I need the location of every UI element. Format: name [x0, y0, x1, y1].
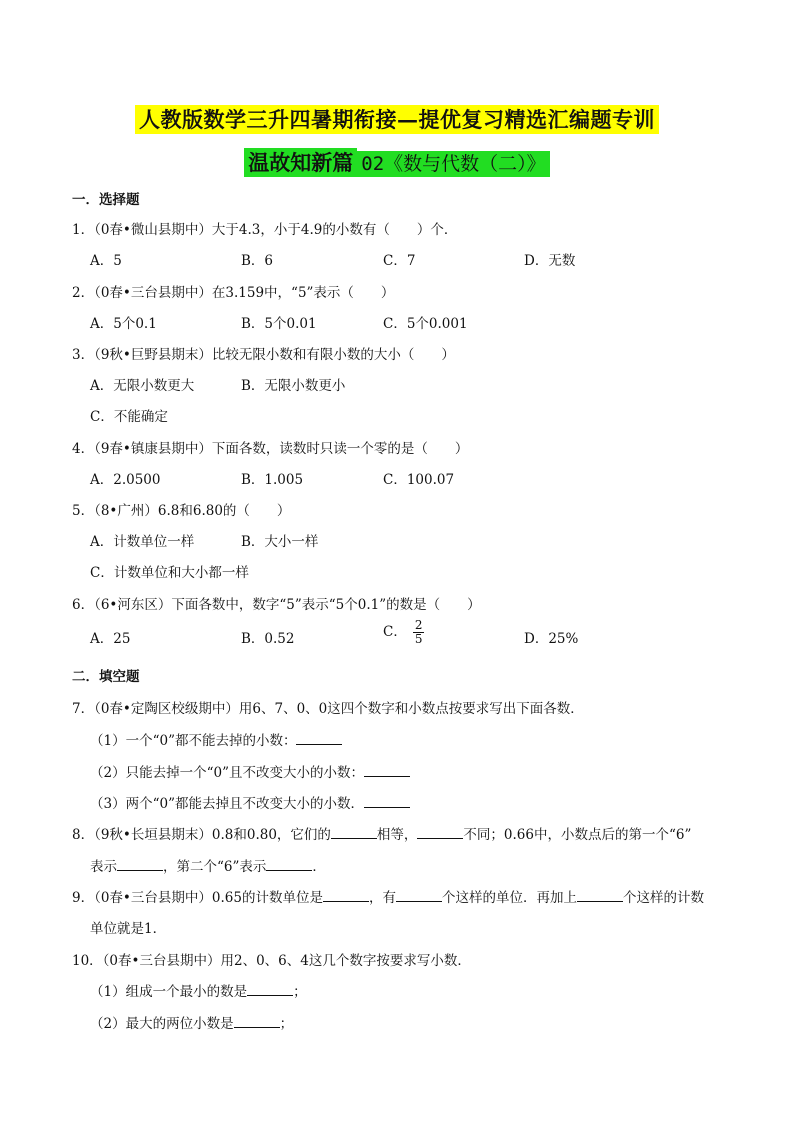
question-7-stem: 7．（0春•定陶区校级期中）用6、7、0、0这四个数字和小数点按要求写出下面各数．: [72, 701, 584, 717]
fraction-numerator: 2: [414, 618, 423, 632]
question-6-option-c: [383, 619, 424, 646]
answer-blank[interactable]: [247, 983, 293, 996]
question-10-part-2: [90, 1012, 293, 1032]
question-2-option-a: A．5个0.1: [90, 316, 157, 332]
question-3-stem: 3．（9秋•巨野县期末）比较无限小数和有限小数的大小（ ）: [72, 347, 455, 363]
question-10-part-1: [90, 980, 307, 1000]
question-10-stem: 10．（0春•三台县期中）用2、0、6、4这几个数字按要求写小数．: [72, 953, 471, 969]
answer-blank[interactable]: [364, 795, 410, 808]
question-9-text-d: 个这样的计数: [622, 890, 704, 906]
question-7-part-2-text: （2）只能去掉一个“0”且不改变大小的小数：: [90, 765, 364, 781]
question-9-line-1: [72, 886, 704, 906]
question-9-line-2: 单位就是1．: [90, 921, 167, 937]
question-4-option-c: C．100.07: [383, 472, 455, 488]
answer-blank[interactable]: [417, 826, 463, 839]
question-9-text-b: ，有: [368, 890, 396, 906]
answer-blank[interactable]: [396, 889, 442, 902]
question-1-option-a: A．5: [90, 253, 122, 269]
question-4-option-a: A．2.0500: [90, 472, 161, 488]
question-6-option-c-fraction: [413, 619, 425, 646]
question-6-option-d: D．25%: [524, 631, 579, 647]
question-6-stem: 6．（6•河东区）下面各数中，数字“5”表示“5个0.1”的数是（ ）: [72, 597, 481, 613]
question-6-option-b: B．0.52: [241, 631, 295, 647]
question-4-stem: 4．（9春•镇康县期中）下面各数，读数时只读一个零的是（ ）: [72, 441, 469, 457]
question-1-option-c: C．7: [383, 253, 416, 269]
question-8-text-b: 相等，: [376, 827, 418, 843]
answer-blank[interactable]: [117, 858, 163, 871]
question-7-part-3-text: （3）两个“0”都能去掉且不改变大小的小数．: [90, 796, 364, 812]
question-8-line-2: [90, 855, 326, 875]
answer-blank[interactable]: [266, 858, 312, 871]
question-2-option-c: C．5个0.001: [383, 316, 468, 332]
question-6-option-c-label: C．: [383, 624, 407, 640]
question-1-stem: 1．（0春•微山县期中）大于4.3，小于4.9的小数有（ ）个．: [72, 222, 458, 238]
question-7-part-1: [90, 729, 342, 749]
question-10-part-2-text: （2）最大的两位小数是: [90, 1016, 234, 1032]
answer-blank[interactable]: [577, 889, 623, 902]
question-9-text-c: 个这样的单位．再加上: [441, 890, 577, 906]
question-3-option-b: B．无限小数更小: [241, 378, 346, 394]
question-5-option-a: A．计数单位一样: [90, 534, 195, 550]
question-6-option-a: A．25: [90, 631, 131, 647]
question-3-option-a: A．无限小数更大: [90, 378, 195, 394]
section-heading-fill-in: 二．填空题: [72, 669, 140, 685]
answer-blank[interactable]: [234, 1015, 280, 1028]
answer-blank[interactable]: [364, 764, 410, 777]
question-5-option-c: C．计数单位和大小都一样: [90, 565, 249, 581]
question-10-part-2-end: ；: [279, 1016, 294, 1032]
question-1-option-d: D．无数: [524, 253, 576, 269]
worksheet-title: 人教版数学三升四暑期衔接—提优复习精选汇编题专训: [135, 105, 659, 134]
question-4-option-b: B．1.005: [241, 472, 304, 488]
title-line-2: [0, 147, 794, 177]
question-7-part-3: [90, 792, 410, 812]
question-8-text-c: 不同；0.66中，小数点后的第一个“6”: [463, 827, 692, 843]
question-8-text-a: 8．（9秋•长垣县期末）0.8和0.80，它们的: [72, 827, 331, 843]
question-8-text-e: ，第二个“6”表示: [163, 859, 267, 875]
answer-blank[interactable]: [331, 826, 377, 839]
question-8-line-1: [72, 823, 691, 843]
question-10-part-1-text: （1）组成一个最小的数是: [90, 984, 248, 1000]
section-heading-choice: 一．选择题: [72, 192, 140, 208]
question-1-option-b: B．6: [241, 253, 274, 269]
answer-blank[interactable]: [296, 732, 342, 745]
question-3-option-c: C．不能确定: [90, 409, 168, 425]
question-7-part-2: [90, 761, 410, 781]
fraction-denominator: 5: [414, 632, 423, 646]
answer-blank[interactable]: [323, 889, 369, 902]
question-2-option-b: B．5个0.01: [241, 316, 317, 332]
question-10-part-1-end: ；: [293, 984, 307, 1000]
worksheet-subtitle-part2: 02《数与代数（二）》: [357, 151, 549, 177]
question-9-text-a: 9．（0春•三台县期中）0.65的计数单位是: [72, 890, 323, 906]
question-7-part-1-text: （1）一个“0”都不能去掉的小数：: [90, 733, 297, 749]
question-5-option-b: B．大小一样: [241, 534, 319, 550]
question-8-text-d: 表示: [90, 859, 117, 875]
question-5-stem: 5．（8•广州）6.8和6.80的（ ）: [72, 503, 291, 519]
title-line-1: [0, 104, 794, 134]
question-8-text-f: ．: [312, 859, 326, 875]
question-2-stem: 2．（0春•三台县期中）在3.159中，“5”表示（ ）: [72, 285, 395, 301]
worksheet-subtitle-part1: 温故知新篇: [244, 148, 357, 177]
